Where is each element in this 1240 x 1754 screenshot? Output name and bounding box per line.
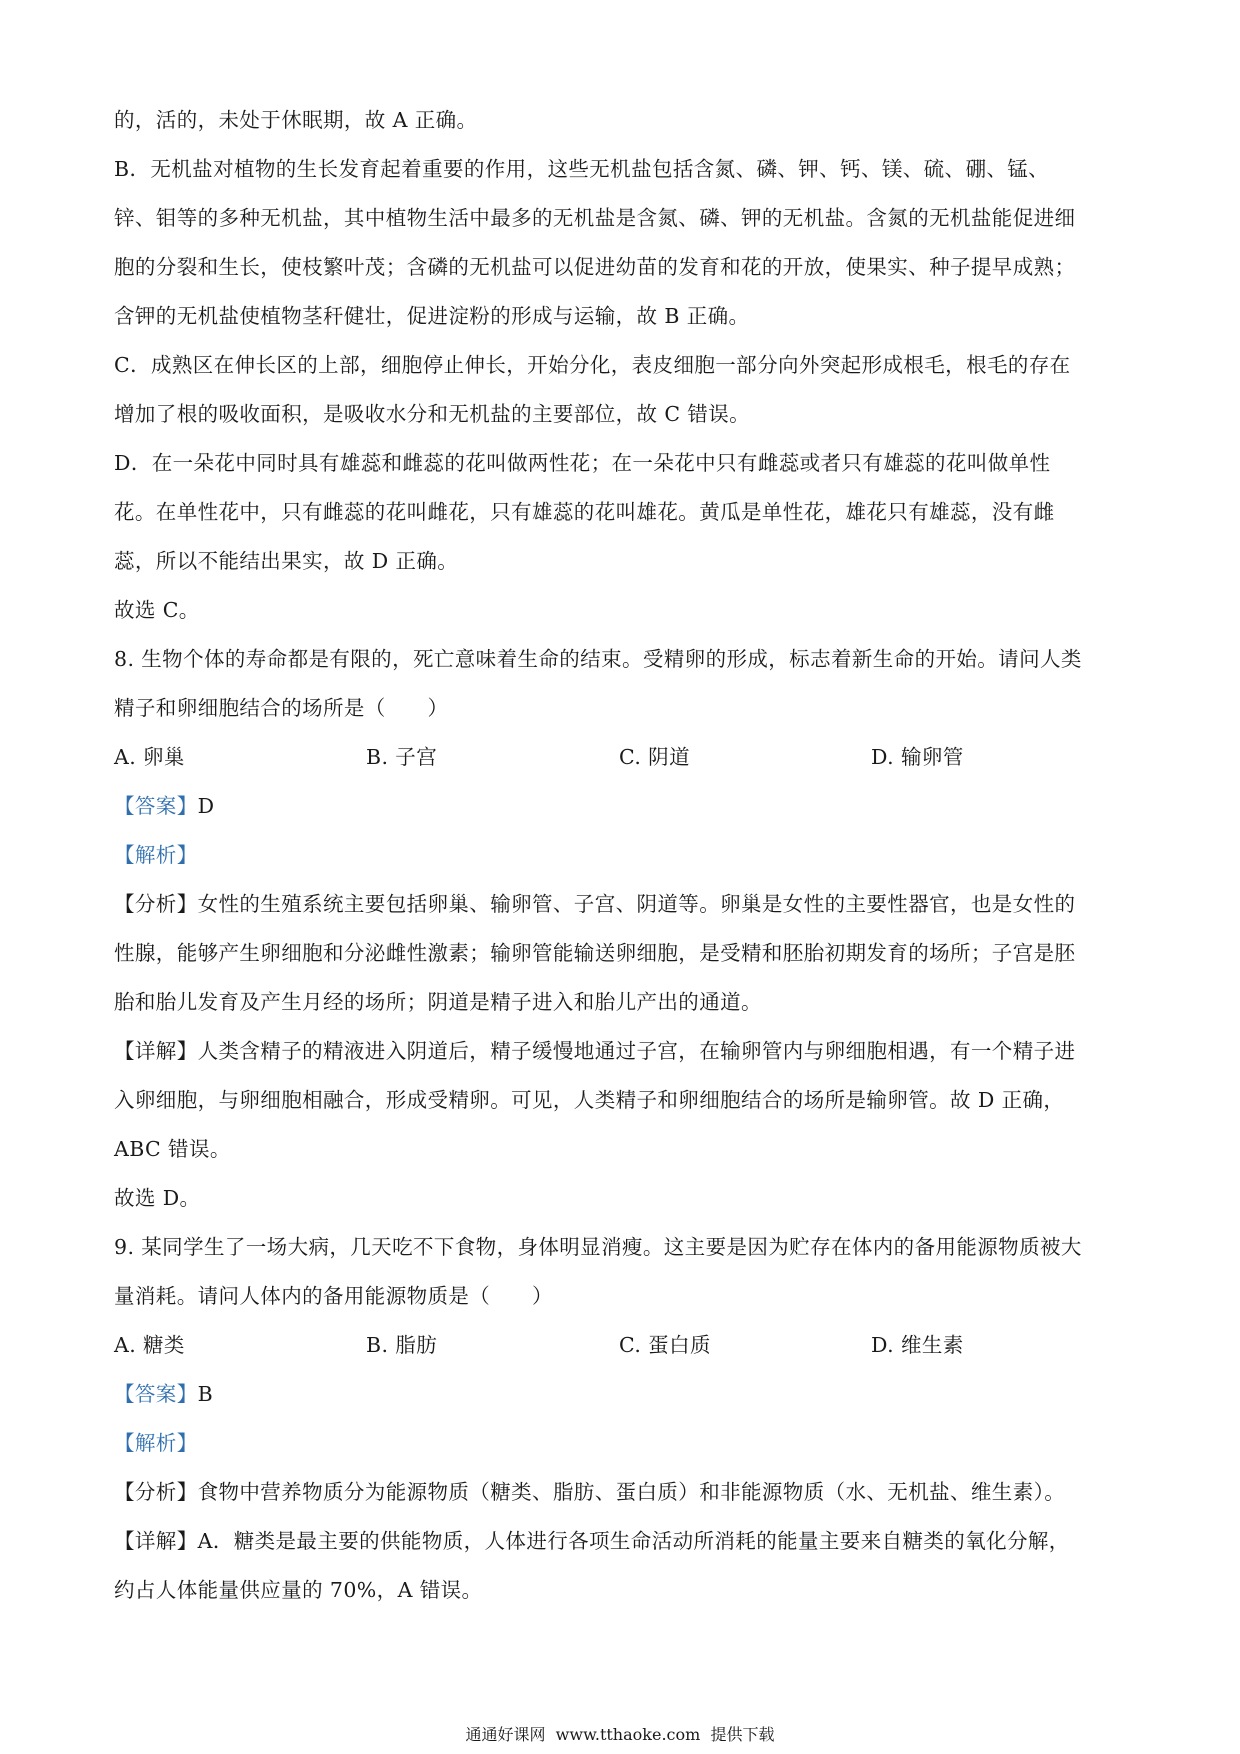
option-row [114, 733, 1126, 782]
answer-tag: 【答案】 [114, 1382, 198, 1406]
question-8 [114, 635, 1126, 1223]
option-b: B. 脂肪 [366, 1333, 438, 1357]
q8-conclusion: 故选 D。 [114, 1186, 201, 1210]
option-a: A. 糖类 [114, 1333, 185, 1357]
text-line: 约占人体能量供应量的 70%，A 错误。 [114, 1578, 483, 1602]
text-line: 含钾的无机盐使植物茎秆健壮，促进淀粉的形成与运输，故 B 正确。 [114, 304, 750, 328]
answer-tag: 【答案】 [114, 794, 198, 818]
text-line: D．在一朵花中同时具有雄蕊和雌蕊的花叫做两性花；在一朵花中只有雌蕊或者只有雄蕊的花叫做单性 [114, 451, 1051, 475]
option-b: B. 子宫 [366, 745, 438, 769]
option-c: C. 蛋白质 [619, 1333, 711, 1357]
question-stem: 精子和卵细胞结合的场所是（ ） [114, 696, 449, 720]
q7-continuation [114, 96, 1126, 635]
answer-line [114, 782, 1126, 831]
analysis-heading [114, 831, 1126, 880]
question-stem: 量消耗。请问人体内的备用能源物质是（ ） [114, 1284, 553, 1308]
text-line: 花。在单性花中，只有雌蕊的花叫雌花，只有雄蕊的花叫雄花。黄瓜是单性花，雄花只有雄蕊，没有雌 [114, 500, 1055, 524]
xiangjie-line [114, 1027, 1126, 1076]
option-row [114, 1321, 1126, 1370]
xiangjie-text: A．糖类是最主要的供能物质，人体进行各项生命活动所消耗的能量主要来自糖类的氧化分解， [197, 1529, 1070, 1553]
text-line: 增加了根的吸收面积，是吸收水分和无机盐的主要部位，故 C 错误。 [114, 402, 751, 426]
analysis-tag: 【解析】 [114, 1431, 198, 1455]
fenxi-tag: 【分析】 [114, 892, 198, 916]
q7-conclusion: 故选 C。 [114, 598, 200, 622]
text-line: 锌、钼等的多种无机盐，其中植物生活中最多的无机盐是含氮、磷、钾的无机盐。含氮的无机盐能促进细 [114, 206, 1076, 230]
text-line: ABC 错误。 [114, 1137, 231, 1161]
answer-line [114, 1370, 1126, 1419]
fenxi-line [114, 1468, 1126, 1517]
xiangjie-text: 人类含精子的精液进入阴道后，精子缓慢地通过子宫，在输卵管内与卵细胞相遇，有一个精子进 [197, 1039, 1076, 1063]
text-line: 蕊，所以不能结出果实，故 D 正确。 [114, 549, 459, 573]
text-line: 胎和胎儿发育及产生月经的场所；阴道是精子进入和胎儿产出的通道。 [114, 990, 762, 1014]
text-line: 的，活的，未处于休眠期，故 A 正确。 [114, 108, 478, 132]
answer-value: D [197, 794, 215, 818]
answer-value: B [197, 1382, 214, 1406]
question-stem: 9. 某同学生了一场大病，几天吃不下食物，身体明显消瘦。这主要是因为贮存在体内的备用能源物质被大 [114, 1235, 1082, 1259]
option-a: A. 卵巢 [114, 745, 185, 769]
question-9 [114, 1223, 1126, 1615]
option-c: C. 阴道 [619, 745, 690, 769]
analysis-tag: 【解析】 [114, 843, 198, 867]
fenxi-text: 食物中营养物质分为能源物质（糖类、脂肪、蛋白质）和非能源物质（水、无机盐、维生素）。 [197, 1480, 1066, 1504]
question-stem: 8. 生物个体的寿命都是有限的，死亡意味着生命的结束。受精卵的形成，标志着新生命的开始。请问人类 [114, 647, 1082, 671]
text-line: 入卵细胞，与卵细胞相融合，形成受精卵。可见，人类精子和卵细胞结合的场所是输卵管。故 D 正确， [114, 1088, 1065, 1112]
xiangjie-tag: 【详解】 [114, 1529, 198, 1553]
text-line: 性腺，能够产生卵细胞和分泌雌性激素；输卵管能输送卵细胞，是受精和胚胎初期发育的场所；子宫是胚 [114, 941, 1076, 965]
text-line: 胞的分裂和生长，使枝繁叶茂；含磷的无机盐可以促进幼苗的发育和花的开放，使果实、种子提早成熟； [114, 255, 1076, 279]
xiangjie-tag: 【详解】 [114, 1039, 198, 1063]
page-footer: 通通好课网 www.tthaoke.com 提供下载 [465, 1725, 775, 1744]
fenxi-line [114, 880, 1126, 929]
fenxi-text: 女性的生殖系统主要包括卵巢、输卵管、子宫、阴道等。卵巢是女性的主要性器官，也是女性的 [197, 892, 1076, 916]
option-d: D. 输卵管 [871, 745, 964, 769]
document-body [114, 96, 1126, 1615]
fenxi-tag: 【分析】 [114, 1480, 198, 1504]
option-d: D. 维生素 [871, 1333, 964, 1357]
text-line: C．成熟区在伸长区的上部，细胞停止伸长，开始分化，表皮细胞一部分向外突起形成根毛，根毛的存在 [114, 353, 1071, 377]
xiangjie-line [114, 1517, 1126, 1566]
analysis-heading [114, 1419, 1126, 1468]
text-line: B．无机盐对植物的生长发育起着重要的作用，这些无机盐包括含氮、磷、钾、钙、镁、硫、硼、锰、 [114, 157, 1050, 181]
